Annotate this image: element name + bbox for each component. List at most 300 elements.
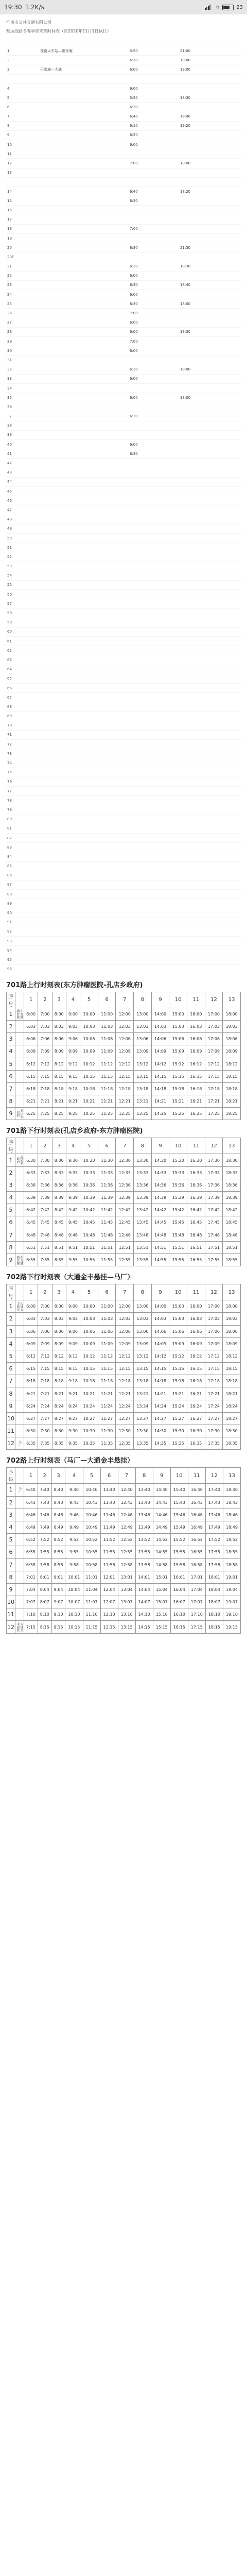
schedule-cell xyxy=(129,777,179,786)
departure-time: 10:12 xyxy=(80,1058,98,1070)
schedule-cell xyxy=(39,440,129,449)
schedule-cell xyxy=(23,908,39,918)
departure-time: 13:18 xyxy=(134,1375,152,1387)
schedule-cell: 56 xyxy=(6,590,23,599)
schedule-cell: 76 xyxy=(6,777,23,786)
schedule-cell xyxy=(179,355,241,365)
schedule-cell xyxy=(179,955,241,964)
schedule-cell xyxy=(179,140,241,149)
schedule-cell xyxy=(23,430,39,439)
departure-time: 9:06 xyxy=(66,1325,80,1337)
timetable-header-cell xyxy=(15,1468,24,1484)
schedule-cell xyxy=(129,543,179,552)
schedule-cell xyxy=(179,449,241,459)
stop-number: 12 xyxy=(7,1621,15,1633)
departure-time: 12:21 xyxy=(116,1387,134,1400)
schedule-cell xyxy=(179,880,241,889)
departure-time: 10:09 xyxy=(80,1337,98,1350)
schedule-row xyxy=(6,299,241,309)
battery-level: 23 xyxy=(236,4,243,10)
departure-time: 9:15 xyxy=(51,1621,65,1633)
departure-time: 16:39 xyxy=(187,1192,205,1204)
departure-time: 7:21 xyxy=(38,1387,52,1400)
departure-time: 6:06 xyxy=(24,1325,38,1337)
schedule-cell xyxy=(23,571,39,580)
schedule-cell: 25 xyxy=(6,299,23,309)
departure-time: 14:06 xyxy=(151,1033,169,1045)
schedule-cell xyxy=(23,580,39,589)
departure-time: 14:12 xyxy=(151,1350,169,1362)
departure-time: 13:04 xyxy=(118,1583,135,1596)
departure-time: 10:30 xyxy=(80,1425,98,1437)
departure-time: 7:52 xyxy=(38,1534,51,1546)
schedule-cell xyxy=(6,177,23,187)
departure-time: 12:12 xyxy=(116,1058,134,1070)
schedule-cell: 48 xyxy=(6,515,23,524)
schedule-cell xyxy=(23,843,39,852)
schedule-cell: 18:00 xyxy=(179,159,241,168)
schedule-cell xyxy=(179,702,241,711)
schedule-cell xyxy=(39,393,129,402)
departure-time: 14:55 xyxy=(153,1546,170,1558)
timetable-header-cell: 1 xyxy=(24,1284,38,1300)
schedule-row xyxy=(6,477,241,486)
schedule-row xyxy=(6,196,241,206)
schedule-cell xyxy=(23,74,39,83)
schedule-cell: 30 xyxy=(6,346,23,355)
departure-time: 17:04 xyxy=(188,1583,205,1596)
schedule-cell xyxy=(179,224,241,233)
timetable-header-cell: 11 xyxy=(187,1138,205,1154)
schedule-cell: 19:20 xyxy=(179,121,241,130)
schedule-cell xyxy=(129,843,179,852)
departure-time: 18:15 xyxy=(205,1621,223,1633)
schedule-cell xyxy=(23,440,39,449)
schedule-cell xyxy=(23,346,39,355)
departure-time: 6:42 xyxy=(24,1204,38,1216)
schedule-row xyxy=(6,440,241,449)
stop-name: 马厂 xyxy=(15,1437,24,1450)
departure-time: 14:48 xyxy=(151,1229,169,1241)
departure-time: 18:06 xyxy=(223,1325,241,1337)
timetable-header-cell: 10 xyxy=(169,992,187,1008)
departure-time: 16:40 xyxy=(188,1484,205,1496)
departure-time: 6:43 xyxy=(24,1496,38,1509)
schedule-row xyxy=(6,927,241,936)
schedule-cell xyxy=(179,515,241,524)
schedule-cell xyxy=(23,787,39,796)
timetable-header-cell: 13 xyxy=(223,992,241,1008)
departure-time: 15:49 xyxy=(170,1521,188,1533)
schedule-row xyxy=(6,449,241,459)
departure-time: 15:09 xyxy=(169,1337,187,1350)
schedule-cell xyxy=(23,468,39,477)
schedule-row xyxy=(6,674,241,683)
schedule-cell xyxy=(23,646,39,655)
schedule-cell xyxy=(179,590,241,599)
timetable-header-cell xyxy=(15,1138,24,1154)
schedule-cell: 2 xyxy=(6,56,23,65)
schedule-cell: 47 xyxy=(6,505,23,515)
schedule-cell xyxy=(23,159,39,168)
departure-time: 6:51 xyxy=(24,1241,38,1253)
schedule-cell: 6:00 xyxy=(129,318,179,327)
departure-time: 16:52 xyxy=(188,1534,205,1546)
schedule-cell xyxy=(129,177,179,187)
stop-name: 东方肿瘤医院 xyxy=(15,1008,24,1020)
schedule-cell xyxy=(179,805,241,815)
departure-time: 9:36 xyxy=(66,1179,80,1191)
timetable-header-row xyxy=(7,992,241,1008)
departure-time: 15:52 xyxy=(170,1534,188,1546)
departure-time: 18:58 xyxy=(223,1558,240,1571)
departure-time: 9:55 xyxy=(66,1253,80,1266)
departure-time: 14:15 xyxy=(135,1621,153,1633)
departure-time: 16:45 xyxy=(187,1216,205,1229)
departure-time: 6:09 xyxy=(24,1045,38,1058)
schedule-row xyxy=(6,65,241,74)
stop-number: 9 xyxy=(7,1108,15,1120)
schedule-cell xyxy=(23,299,39,309)
departure-time: 11:48 xyxy=(98,1229,116,1241)
departure-time: 10:58 xyxy=(83,1558,100,1571)
timetable-header-row xyxy=(7,1468,241,1484)
timetable-row xyxy=(7,1583,241,1596)
timetable-header-cell: 12 xyxy=(205,992,223,1008)
departure-time: 8:10 xyxy=(38,1608,51,1621)
schedule-row xyxy=(6,683,241,692)
timetable-row xyxy=(7,1608,241,1621)
departure-time: 7:06 xyxy=(38,1033,52,1045)
schedule-row xyxy=(6,487,241,496)
schedule-cell xyxy=(179,440,241,449)
schedule-cell: 6:00 xyxy=(129,83,179,93)
schedule-cell xyxy=(129,571,179,580)
departure-time: 12:39 xyxy=(116,1192,134,1204)
schedule-row xyxy=(6,880,241,889)
departure-time: 14:35 xyxy=(151,1437,169,1450)
schedule-cell xyxy=(39,402,129,412)
status-left xyxy=(4,4,44,11)
departure-time: 12:03 xyxy=(116,1020,134,1032)
schedule-cell xyxy=(39,168,129,177)
schedule-cell xyxy=(179,233,241,243)
departure-time: 14:00 xyxy=(151,1300,169,1313)
schedule-row xyxy=(6,46,241,56)
timetable-row xyxy=(7,1045,241,1058)
stop-name xyxy=(15,1425,24,1437)
schedule-cell xyxy=(129,608,179,618)
departure-time: 7:55 xyxy=(38,1546,51,1558)
timetable-row xyxy=(7,1108,241,1120)
stop-number: 1 xyxy=(7,1154,15,1166)
departure-time: 6:15 xyxy=(24,1070,38,1082)
departure-time: 16:03 xyxy=(187,1020,205,1032)
schedule-cell xyxy=(129,927,179,936)
schedule-cell xyxy=(39,149,129,159)
schedule-row xyxy=(6,159,241,168)
stop-number: 4 xyxy=(7,1337,15,1350)
schedule-cell xyxy=(39,880,129,889)
schedule-cell xyxy=(129,505,179,515)
departure-time: 9:27 xyxy=(66,1412,80,1425)
timetable-row xyxy=(7,1496,241,1509)
departure-time: 17:12 xyxy=(205,1058,223,1070)
departure-time: 11:07 xyxy=(83,1596,100,1608)
schedule-cell xyxy=(179,787,241,796)
schedule-cell xyxy=(179,543,241,552)
schedule-cell: 46 xyxy=(6,496,23,505)
departure-time: 6:18 xyxy=(24,1375,38,1387)
departure-time: 10:10 xyxy=(65,1608,83,1621)
departure-time: 13:40 xyxy=(135,1484,153,1496)
departure-time: 16:35 xyxy=(187,1437,205,1450)
schedule-cell xyxy=(23,206,39,215)
departure-time: 13:24 xyxy=(134,1400,152,1412)
departure-time: 18:55 xyxy=(223,1253,241,1266)
departure-time: 10:21 xyxy=(80,1387,98,1400)
departure-time: 12:15 xyxy=(100,1621,118,1633)
stop-number: 6 xyxy=(7,1216,15,1229)
schedule-row xyxy=(6,383,241,393)
schedule-cell: 49 xyxy=(6,524,23,533)
departure-time: 7:04 xyxy=(24,1583,38,1596)
timetable-header-row xyxy=(7,1138,241,1154)
departure-time: 7:00 xyxy=(38,1300,52,1313)
departure-time: 11:30 xyxy=(98,1425,116,1437)
departure-time: 18:48 xyxy=(223,1229,241,1241)
departure-time: 17:30 xyxy=(205,1154,223,1166)
schedule-cell xyxy=(39,637,129,646)
schedule-cell xyxy=(23,711,39,721)
stop-name xyxy=(15,1020,24,1032)
departure-time: 10:18 xyxy=(80,1082,98,1095)
stop-number: 8 xyxy=(7,1095,15,1108)
departure-time: 15:45 xyxy=(169,1216,187,1229)
schedule-cell xyxy=(23,515,39,524)
departure-time: 6:55 xyxy=(24,1546,38,1558)
timetable-header-cell: 序号 xyxy=(7,992,15,1008)
timetable-row xyxy=(7,1166,241,1179)
departure-time: 6:25 xyxy=(24,1108,38,1120)
departure-time: 7:03 xyxy=(38,1020,52,1032)
schedule-cell xyxy=(179,899,241,908)
departure-time: 17:46 xyxy=(205,1509,223,1521)
schedule-row xyxy=(6,665,241,674)
departure-time: 12:06 xyxy=(116,1033,134,1045)
departure-time: 12:30 xyxy=(116,1154,134,1166)
departure-time: 13:49 xyxy=(135,1521,153,1533)
schedule-cell xyxy=(39,918,129,927)
departure-time: 10:03 xyxy=(80,1020,98,1032)
departure-time: 17:09 xyxy=(205,1337,223,1350)
departure-time: 19:07 xyxy=(223,1596,240,1608)
schedule-cell xyxy=(39,421,129,430)
timetable-header-cell: 9 xyxy=(151,1138,169,1154)
schedule-cell xyxy=(129,618,179,627)
schedule-cell: 6:00 xyxy=(129,374,179,383)
departure-time: 15:06 xyxy=(169,1325,187,1337)
departure-time: 10:09 xyxy=(80,1045,98,1058)
schedule-row xyxy=(6,130,241,140)
schedule-cell xyxy=(39,459,129,468)
timetable-header-cell: 6 xyxy=(100,1468,118,1484)
timetable-row xyxy=(7,1229,241,1241)
departure-time: 15:15 xyxy=(169,1363,187,1375)
schedule-cell: 75 xyxy=(6,768,23,777)
schedule-cell xyxy=(39,815,129,824)
departure-time: 15:03 xyxy=(169,1020,187,1032)
schedule-cell xyxy=(179,215,241,224)
departure-time: 8:25 xyxy=(52,1108,66,1120)
departure-time: 11:04 xyxy=(83,1583,100,1596)
schedule-cell xyxy=(179,552,241,562)
departure-time: 17:12 xyxy=(205,1350,223,1362)
stop-name xyxy=(15,1082,24,1095)
departure-time: 18:07 xyxy=(205,1596,223,1608)
schedule-cell xyxy=(129,487,179,496)
schedule-cell xyxy=(179,964,241,974)
departure-time: 18:33 xyxy=(223,1166,241,1179)
departure-time: 15:55 xyxy=(169,1253,187,1266)
schedule-cell: 57 xyxy=(6,599,23,608)
stop-name xyxy=(15,1045,24,1058)
departure-time: 15:39 xyxy=(169,1192,187,1204)
departure-time: 13:33 xyxy=(134,1166,152,1179)
stop-number: 5 xyxy=(7,1350,15,1362)
departure-time: 8:42 xyxy=(52,1204,66,1216)
schedule-cell: 52 xyxy=(6,552,23,562)
schedule-cell xyxy=(179,627,241,636)
departure-time: 18:52 xyxy=(223,1534,240,1546)
schedule-cell xyxy=(179,693,241,702)
departure-time: 16:27 xyxy=(187,1412,205,1425)
schedule-cell xyxy=(23,674,39,683)
timetable-row xyxy=(7,1253,241,1266)
stop-name xyxy=(15,1204,24,1216)
schedule-cell xyxy=(39,871,129,880)
departure-time: 9:21 xyxy=(66,1095,80,1108)
schedule-row xyxy=(6,421,241,430)
departure-time: 16:10 xyxy=(170,1608,188,1621)
timetable-header-cell: 9 xyxy=(151,1284,169,1300)
timetable-header-cell: 4 xyxy=(66,992,80,1008)
schedule-cell xyxy=(129,880,179,889)
departure-time: 15:00 xyxy=(169,1300,187,1313)
departure-time: 17:43 xyxy=(205,1496,223,1509)
schedule-cell: 80 xyxy=(6,815,23,824)
schedule-cell xyxy=(179,730,241,739)
schedule-cell: 15 xyxy=(6,196,23,206)
departure-time: 16:09 xyxy=(187,1337,205,1350)
schedule-cell xyxy=(39,206,129,215)
schedule-cell xyxy=(129,768,179,777)
schedule-cell xyxy=(39,346,129,355)
departure-time: 9:30 xyxy=(66,1154,80,1166)
departure-time: 7:03 xyxy=(38,1313,52,1325)
departure-time: 7:12 xyxy=(38,1350,52,1362)
departure-time: 15:03 xyxy=(169,1313,187,1325)
departure-time: 13:12 xyxy=(134,1350,152,1362)
schedule-cell xyxy=(23,693,39,702)
schedule-cell: 33 xyxy=(6,374,23,383)
schedule-cell xyxy=(39,477,129,486)
schedule-cell xyxy=(39,608,129,618)
timetable-header-cell: 12 xyxy=(205,1138,223,1154)
departure-time: 10:04 xyxy=(65,1583,83,1596)
schedule-cell: 6:30 xyxy=(129,299,179,309)
schedule-cell xyxy=(23,683,39,692)
departure-time: 6:12 xyxy=(24,1350,38,1362)
departure-time: 7:10 xyxy=(24,1608,38,1621)
stop-name xyxy=(15,1070,24,1082)
schedule-cell: 7:00 xyxy=(129,337,179,346)
departure-time: 8:35 xyxy=(52,1437,66,1450)
stop-number: 8 xyxy=(7,1387,15,1400)
departure-time: 9:15 xyxy=(66,1363,80,1375)
schedule-cell xyxy=(23,824,39,833)
schedule-cell xyxy=(129,496,179,505)
departure-time: 6:58 xyxy=(24,1558,38,1571)
schedule-cell xyxy=(129,655,179,665)
departure-time: 6:45 xyxy=(24,1216,38,1229)
schedule-cell xyxy=(23,93,39,103)
departure-time: 15:25 xyxy=(169,1108,187,1120)
departure-time: 15:48 xyxy=(169,1229,187,1241)
schedule-cell xyxy=(129,721,179,730)
schedule-cell: 59 xyxy=(6,618,23,627)
departure-time: 8:21 xyxy=(52,1095,66,1108)
schedule-cell xyxy=(179,496,241,505)
departure-time: 12:36 xyxy=(116,1179,134,1191)
timetable-header-cell xyxy=(15,1284,24,1300)
departure-time: 17:25 xyxy=(205,1108,223,1120)
schedule-cell xyxy=(129,646,179,655)
departure-time: 16:24 xyxy=(187,1400,205,1412)
departure-time: 13:18 xyxy=(134,1082,152,1095)
departure-time: 13:07 xyxy=(118,1596,135,1608)
schedule-cell xyxy=(179,890,241,899)
stop-name: 孔店乡政府 xyxy=(15,1108,24,1120)
departure-time: 15:04 xyxy=(153,1583,170,1596)
schedule-cell xyxy=(39,243,129,252)
schedule-cell xyxy=(39,318,129,327)
departure-time: 11:55 xyxy=(100,1546,118,1558)
schedule-cell: 7:00 xyxy=(129,309,179,318)
timetable-header-cell: 5 xyxy=(80,1284,98,1300)
schedule-cell xyxy=(23,421,39,430)
departure-time: 14:10 xyxy=(135,1608,153,1621)
timetable-row xyxy=(7,1192,241,1204)
timetable-row xyxy=(7,1350,241,1362)
schedule-row xyxy=(6,262,241,271)
departure-time: 9:25 xyxy=(66,1108,80,1120)
departure-time: 16:09 xyxy=(187,1045,205,1058)
schedule-cell: 6:00 xyxy=(129,346,179,355)
departure-time: 13:03 xyxy=(134,1313,152,1325)
schedule-row xyxy=(6,711,241,721)
stop-name xyxy=(15,1095,24,1108)
schedule-cell: 38 xyxy=(6,421,23,430)
timetable-header-cell: 序号 xyxy=(7,1284,15,1300)
departure-time: 15:58 xyxy=(170,1558,188,1571)
departure-time: 13:00 xyxy=(134,1300,152,1313)
departure-time: 9:52 xyxy=(65,1534,83,1546)
battery-icon xyxy=(222,5,234,10)
schedule-cell xyxy=(39,665,129,674)
departure-time: 10:48 xyxy=(80,1229,98,1241)
departure-time: 14:55 xyxy=(151,1253,169,1266)
